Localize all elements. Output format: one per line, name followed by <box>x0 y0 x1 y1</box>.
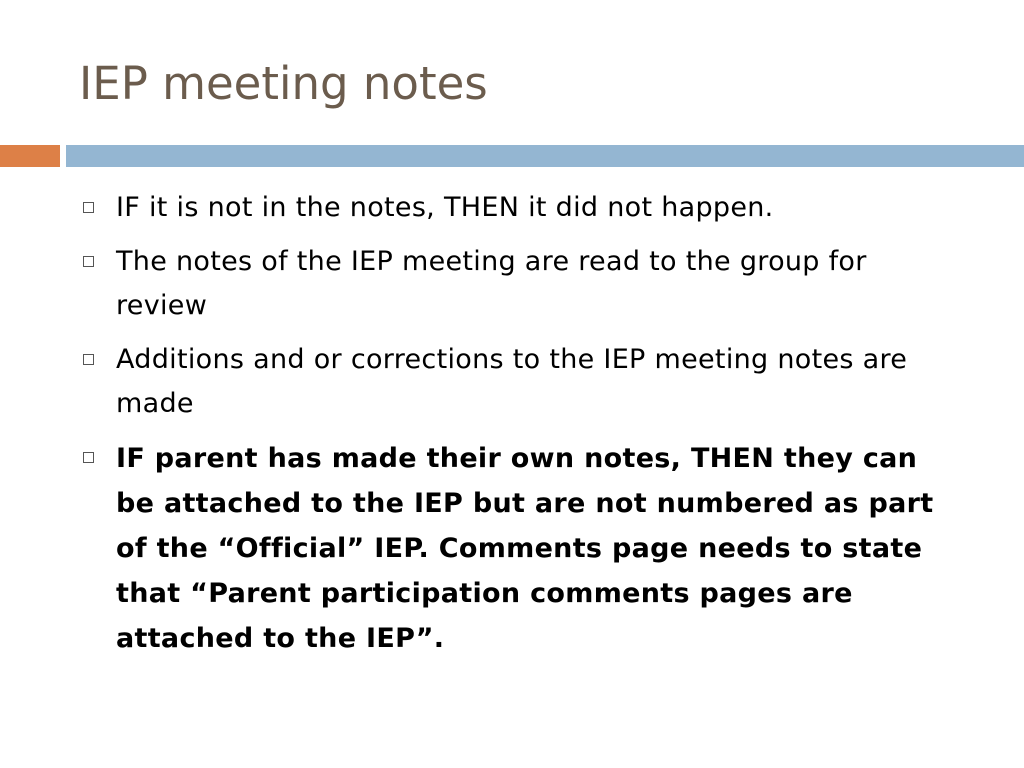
hollow-square-bullet-icon <box>83 354 94 365</box>
bullet-item <box>80 436 960 661</box>
slide-title: IEP meeting notes <box>79 57 488 110</box>
hollow-square-bullet-icon <box>83 256 94 267</box>
bullet-list <box>80 186 960 671</box>
bullet-text: IF parent has made their own notes, THEN they can be attached to the IEP but are not numbered as part of the “Official” IEP. Comments page needs to state that “Parent participation comments pages are attached to the IEP”. <box>116 443 934 654</box>
bullet-text: IF it is not in the notes, THEN it did not happen. <box>116 192 774 223</box>
bullet-item <box>80 186 960 230</box>
hollow-square-bullet-icon <box>83 202 94 213</box>
bullet-item <box>80 338 960 426</box>
accent-bar <box>0 145 60 167</box>
bullet-text: The notes of the IEP meeting are read to the group for review <box>116 246 867 321</box>
hollow-square-bullet-icon <box>83 452 94 463</box>
bullet-item <box>80 240 960 328</box>
bullet-text: Additions and or corrections to the IEP meeting notes are made <box>116 344 908 419</box>
title-divider-bar <box>66 145 1024 167</box>
